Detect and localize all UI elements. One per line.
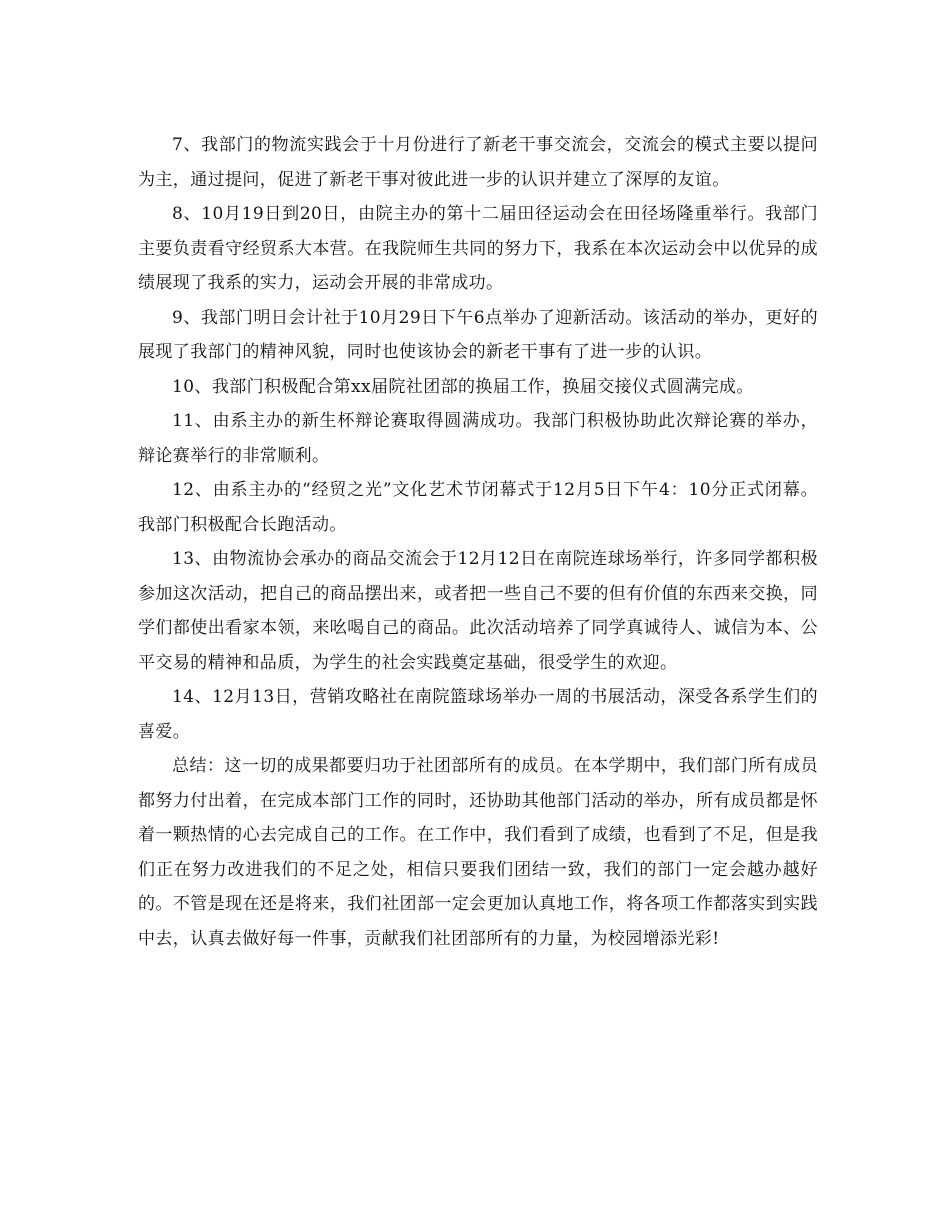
- summary-paragraph: 总结：这一切的成果都要归功于社团部所有的成员。在本学期中，我们部门所有成员都努力付出着，在完成本部门工作的同时，还协助其他部门活动的举办，所有成员都是怀着一颗热情的心去完成自己的工作。在工作中，我们看到了成绩，也看到了不足，但是我们正在努力改进我们的不足之处，相信只要我们团结一致，我们的部门一定会越办越好的。不管是现在还是将来，我们社团部一定会更加认真地工作，将各项工作都落实到实践中去，认真去做好每一件事，贡献我们社团部所有的力量，为校园增添光彩!: [138, 756, 818, 949]
- paragraph-item-7: 7、我部门的物流实践会于十月份进行了新老干事交流会，交流会的模式主要以提问为主，通过提问，促进了新老干事对彼此进一步的认识并建立了深厚的友谊。: [138, 135, 818, 190]
- paragraph-item-10: 10、我部门积极配合第xx届院社团部的换届工作，换届交接仪式圆满完成。: [172, 376, 754, 397]
- paragraph-item-14: 14、12月13日，营销攻略社在南院篮球场举办一周的书展活动，深受各系学生们的喜爱。: [138, 687, 818, 742]
- document-body: [138, 128, 818, 956]
- paragraph-item-9: 9、我部门明日会计社于10月29日下午6点举办了迎新活动。该活动的举办，更好的展现了我部门的精神风貌，同时也使该协会的新老干事有了进一步的认识。: [138, 307, 818, 362]
- paragraph-item-11: 11、由系主办的新生杯辩论赛取得圆满成功。我部门积极协助此次辩论赛的举办，辩论赛举行的非常顺利。: [138, 411, 818, 466]
- paragraph-item-8: 8、10月19日到20日，由院主办的第十二届田径运动会在田径场隆重举行。我部门主要负责看守经贸系大本营。在我院师生共同的努力下，我系在本次运动会中以优异的成绩展现了我系的实力，运动会开展的非常成功。: [138, 204, 818, 293]
- paragraph-item-12: 12、由系主办的“经贸之光”文化艺术节闭幕式于12月5日下午4：10分正式闭幕。我部门积极配合长跑活动。: [138, 480, 818, 535]
- paragraph-item-13: 13、由物流协会承办的商品交流会于12月12日在南院连球场举行，许多同学都积极参加这次活动，把自己的商品摆出来，或者把一些自己不要的但有价值的东西来交换，同学们都使出看家本领，来吆喝自己的商品。此次活动培养了同学真诚待人、诚信为本、公平交易的精神和品质，为学生的社会实践奠定基础，很受学生的欢迎。: [138, 549, 818, 673]
